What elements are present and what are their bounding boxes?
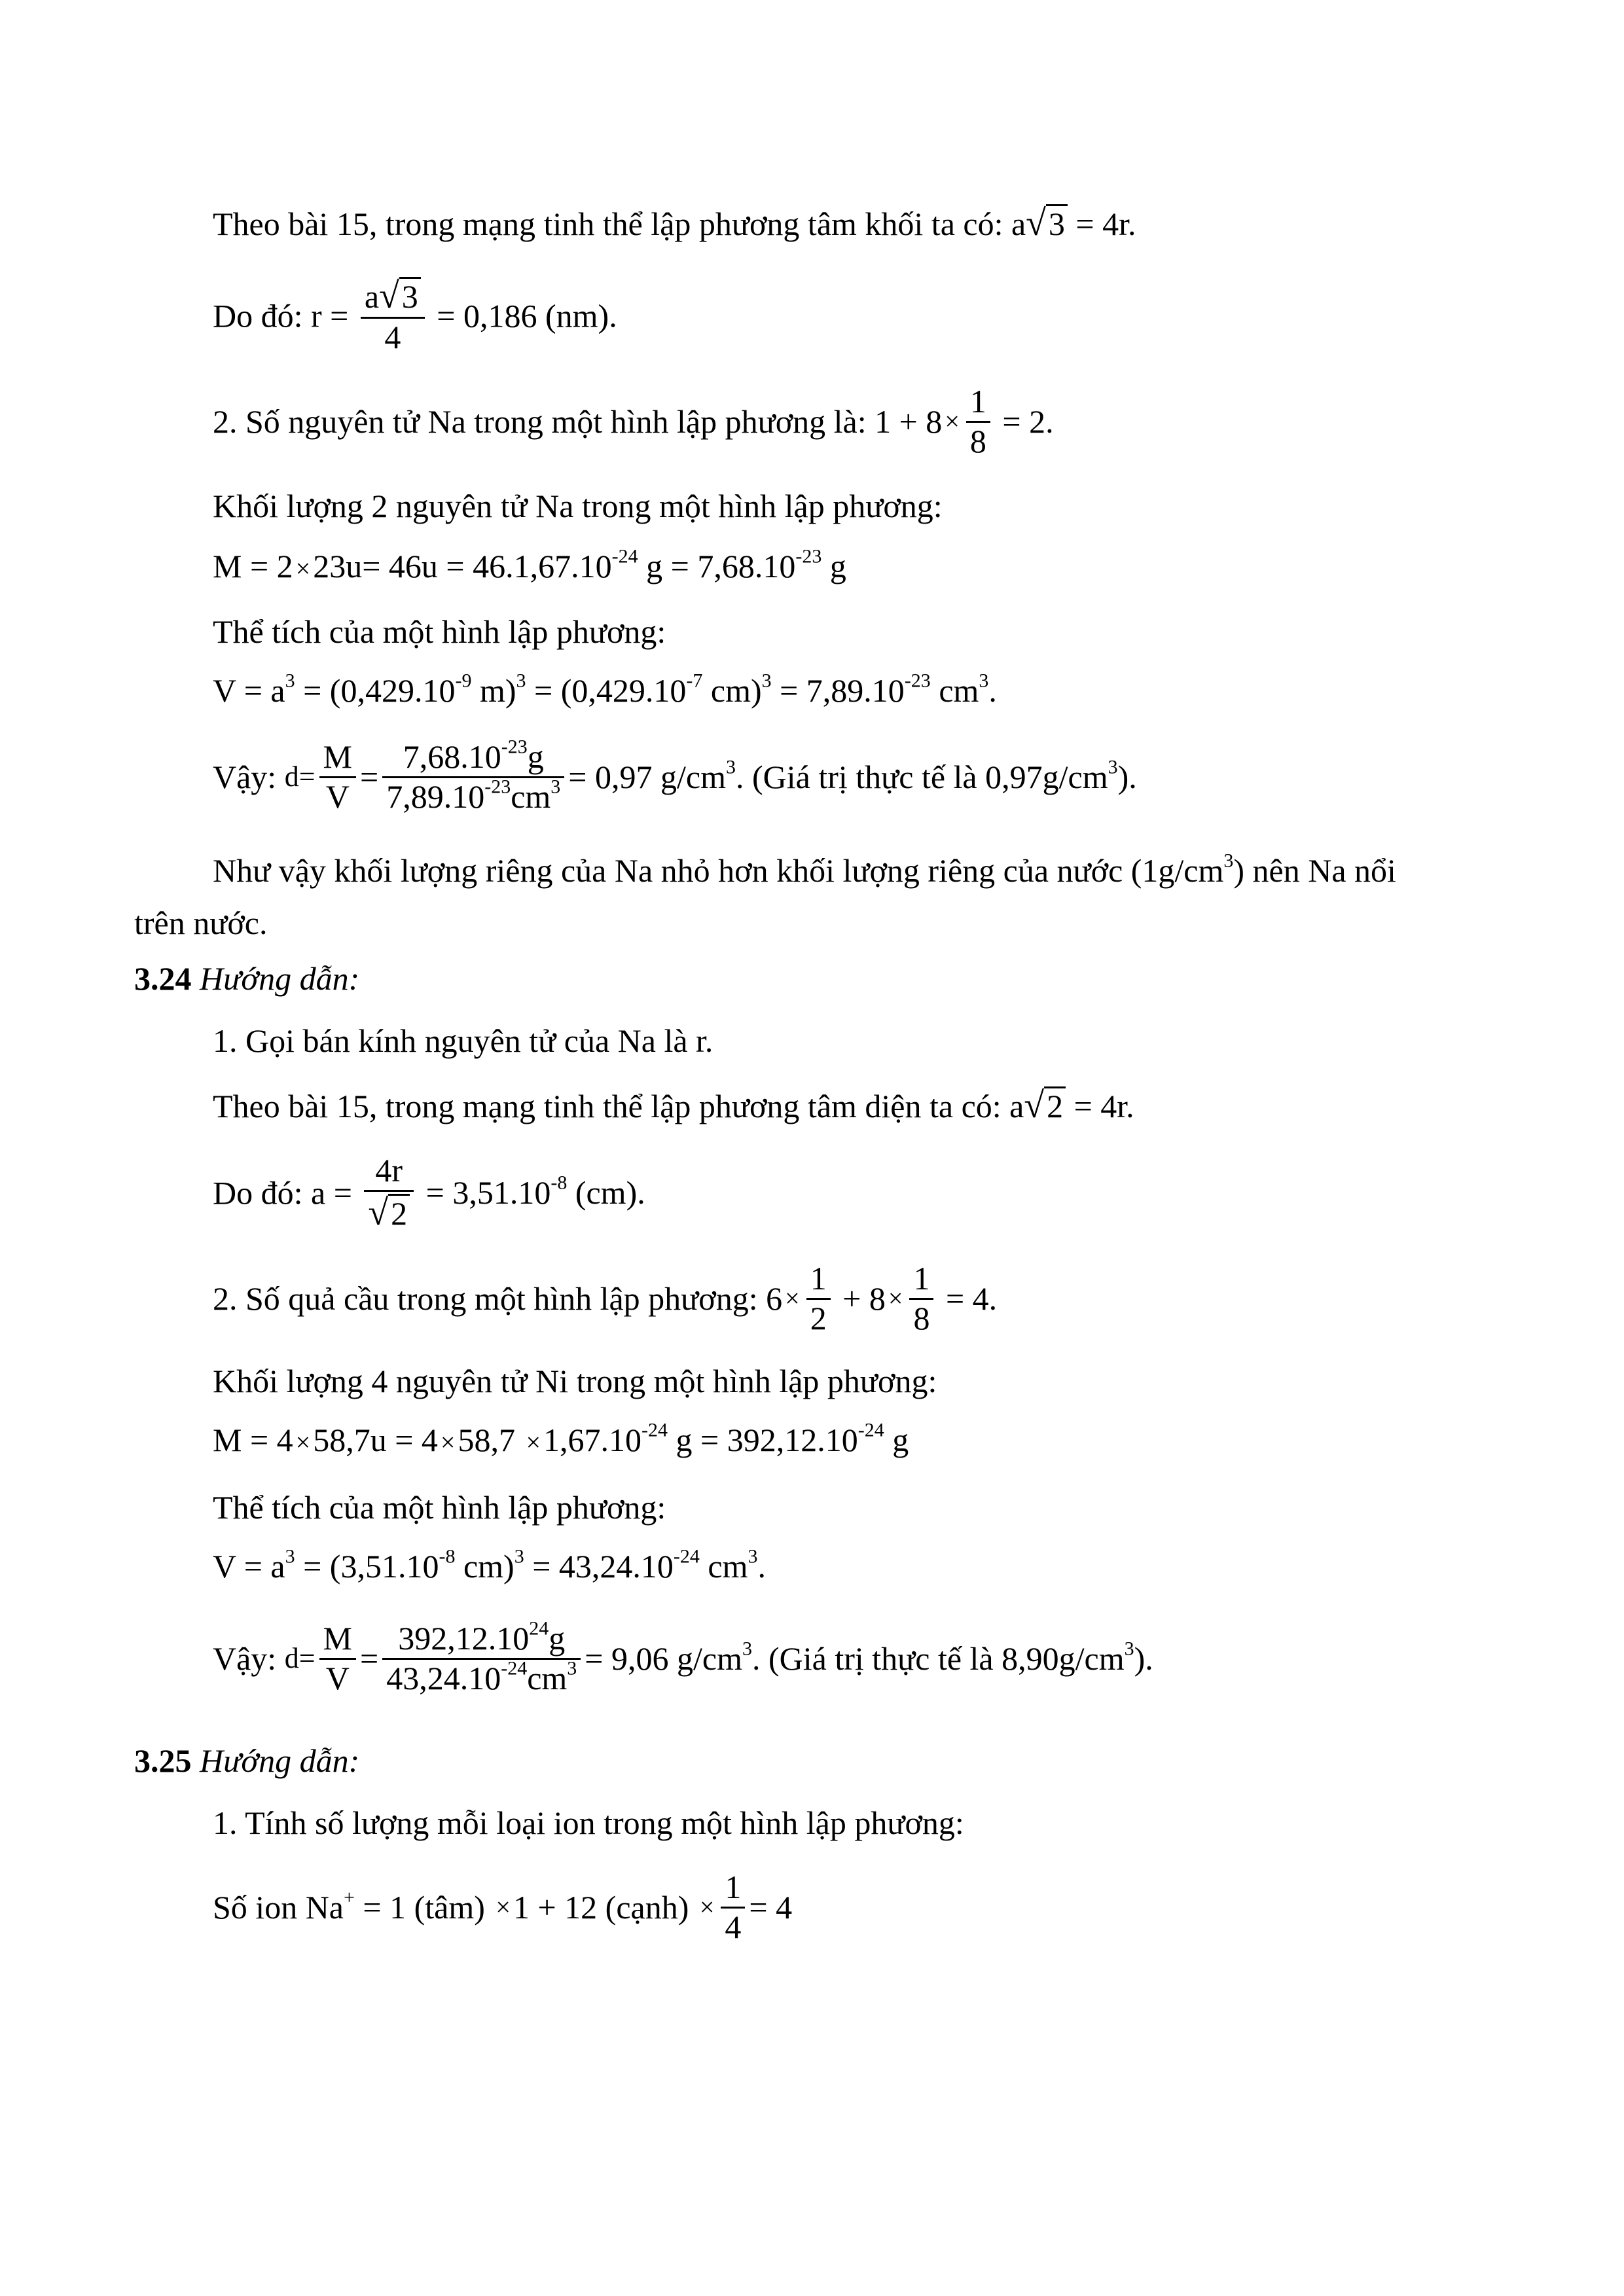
radicand: 2	[388, 1194, 410, 1230]
denominator: V	[325, 1659, 350, 1696]
radical-sign: √	[1026, 203, 1046, 243]
text: = 4r.	[1067, 206, 1136, 242]
radical-sign: √	[1024, 1085, 1045, 1126]
exponent: 3	[1223, 850, 1234, 872]
exponent: 3	[516, 670, 526, 692]
text-line: 1. Tính số lượng mỗi loại ion trong một hình lập phương:	[213, 1804, 964, 1841]
text: 2. Số quả cầu trong một hình lập phương: 6	[213, 1280, 783, 1317]
numerator: M	[319, 1620, 356, 1660]
formula-line	[213, 1152, 645, 1234]
exponent: -24	[641, 1419, 668, 1441]
denominator	[364, 1192, 414, 1234]
exponent: 3	[567, 1657, 577, 1679]
text-line: Khối lượng 4 nguyên tử Ni trong một hình lập phương:	[213, 1363, 937, 1399]
exponent: 3	[742, 1638, 752, 1660]
denominator: V	[325, 778, 350, 815]
text: ).	[1134, 1640, 1153, 1677]
text: g	[821, 548, 846, 584]
exponent: -9	[455, 670, 472, 692]
numerator	[382, 1617, 581, 1660]
exponent: -24	[501, 1657, 528, 1679]
formula-line	[213, 670, 997, 709]
radicand: 3	[1046, 204, 1068, 240]
exponent: 3	[725, 756, 736, 778]
exponent: 3	[285, 670, 295, 692]
text-line: 1. Gọi bán kính nguyên tử của Na là r.	[213, 1022, 713, 1059]
exponent: 3	[514, 1545, 524, 1568]
fraction	[382, 1617, 581, 1697]
times-sign: ×	[295, 554, 311, 583]
text: = 4	[749, 1889, 793, 1926]
section-heading	[134, 962, 359, 995]
exponent: 3	[1108, 756, 1118, 778]
denominator: 4	[725, 1908, 742, 1945]
text-line	[213, 850, 1396, 889]
text: = 0,186 (nm).	[428, 297, 617, 334]
fraction	[364, 1152, 414, 1234]
exponent: 3	[1124, 1638, 1134, 1660]
formula-line	[213, 738, 1137, 816]
text: a	[364, 278, 380, 315]
denominator	[382, 778, 564, 816]
numerator: 1	[806, 1260, 831, 1300]
formula-line	[213, 545, 846, 584]
numerator: 1	[909, 1260, 933, 1300]
text: = 4r.	[1066, 1088, 1134, 1124]
text: . (Giá trị thực tế là 8,90g/cm	[751, 1640, 1125, 1677]
exponent: -23	[484, 776, 511, 797]
equals-sign: =	[298, 1642, 316, 1674]
exponent: -24	[611, 545, 638, 567]
text: = 43,24.10	[524, 1548, 674, 1585]
numerator: 4r	[364, 1152, 414, 1192]
exponent: 3	[979, 670, 989, 692]
equals-sign: =	[298, 761, 316, 793]
formula-line	[213, 1419, 909, 1458]
text: V = a	[213, 1548, 285, 1585]
fraction	[721, 1869, 745, 1946]
text: Do đó: r =	[213, 297, 357, 334]
variable: d	[284, 761, 299, 793]
times-sign: ×	[785, 1283, 800, 1313]
formula-line	[213, 1869, 792, 1946]
text: = (3,51.10	[295, 1548, 439, 1585]
formula-line	[213, 1617, 1153, 1697]
section-title: Hướng dẫn:	[200, 960, 360, 997]
text: = 2.	[994, 403, 1054, 440]
text: ) nên Na nổi	[1233, 852, 1396, 889]
exponent: 3	[748, 1545, 758, 1568]
text-line	[213, 1086, 1134, 1124]
fraction	[361, 275, 425, 357]
numerator: 1	[721, 1869, 745, 1909]
text: = 9,06 g/cm	[585, 1640, 742, 1677]
text: .	[988, 672, 997, 709]
text: = 7,89.10	[771, 672, 905, 709]
formula-line	[213, 383, 1054, 460]
text: .	[757, 1548, 766, 1585]
text: m)	[471, 672, 516, 709]
exponent: -7	[686, 670, 703, 692]
text: 58,7u = 4	[313, 1422, 438, 1458]
exponent: 3	[285, 1545, 295, 1568]
fraction	[966, 383, 990, 460]
section-heading	[134, 1744, 359, 1777]
text: ).	[1117, 759, 1137, 795]
text: Vậy:	[213, 759, 285, 795]
times-sign: ×	[496, 1892, 511, 1922]
text: = (0,429.10	[526, 672, 687, 709]
section-title: Hướng dẫn:	[200, 1742, 360, 1779]
text-line	[213, 204, 1136, 242]
times-sign: ×	[440, 1427, 456, 1457]
text: 58,7	[458, 1422, 524, 1458]
text: M = 4	[213, 1422, 293, 1458]
section-number: 3.24	[134, 960, 192, 997]
text: 392,12.10	[398, 1620, 530, 1657]
exponent: -23	[904, 670, 931, 692]
text: = 4.	[937, 1280, 998, 1317]
text: 1,67.10	[543, 1422, 642, 1458]
text: 7,68.10	[403, 738, 501, 775]
numerator: M	[319, 738, 356, 778]
text: Vậy:	[213, 1640, 285, 1677]
numerator	[382, 738, 564, 778]
denominator	[382, 1657, 581, 1698]
times-sign: ×	[526, 1427, 541, 1457]
text: 7,89.10	[386, 778, 485, 815]
numerator	[361, 275, 425, 319]
text: g	[884, 1422, 909, 1458]
times-sign: ×	[888, 1283, 903, 1313]
text: cm)	[455, 1548, 514, 1585]
radicand: 3	[399, 277, 421, 313]
text: = 1 (tâm)	[354, 1889, 494, 1926]
exponent: -24	[673, 1545, 700, 1568]
result	[418, 1174, 645, 1211]
text: . (Giá trị thực tế là 0,97g/cm	[735, 759, 1108, 795]
radical-sign: √	[379, 276, 399, 316]
denominator: 8	[913, 1299, 930, 1336]
text: 1 + 12 (cạnh)	[513, 1889, 697, 1926]
formula-line	[213, 1545, 766, 1585]
text: 23u= 46u = 46.1,67.10	[313, 548, 612, 584]
text: g = 392,12.10	[668, 1422, 858, 1458]
text: cm	[511, 778, 551, 815]
text: 43,24.10	[386, 1659, 501, 1696]
fraction	[319, 1620, 356, 1697]
text: + 8	[834, 1280, 886, 1317]
text: V = a	[213, 672, 285, 709]
exponent: -24	[857, 1419, 884, 1441]
radicand: 2	[1044, 1086, 1066, 1122]
text: (cm).	[567, 1174, 645, 1211]
radical-sign: √	[368, 1192, 389, 1233]
text-line: Khối lượng 2 nguyên tử Na trong một hình lập phương:	[213, 488, 943, 524]
exponent: 24	[529, 1617, 549, 1640]
variable: d	[284, 1642, 299, 1674]
exponent: -8	[439, 1545, 456, 1568]
exponent: -23	[501, 736, 528, 758]
exponent: 3	[761, 670, 772, 692]
fraction	[806, 1260, 831, 1337]
text-group	[213, 1886, 494, 1926]
exponent: -23	[795, 545, 822, 567]
text: g	[527, 738, 544, 775]
result	[585, 1640, 1153, 1677]
text: M = 2	[213, 548, 293, 584]
denominator: 2	[810, 1299, 827, 1336]
result	[568, 756, 1137, 795]
text: 2. Số nguyên tử Na trong một hình lập phương là: 1 + 8	[213, 403, 943, 440]
equals-sign: =	[360, 1640, 379, 1677]
fraction	[382, 738, 564, 816]
text: = 0,97 g/cm	[568, 759, 726, 795]
text-line: Thể tích của một hình lập phương:	[213, 613, 666, 650]
exponent: 3	[550, 776, 561, 797]
times-sign: ×	[699, 1892, 715, 1922]
denominator: 4	[384, 319, 401, 356]
fraction	[319, 738, 356, 816]
text: cm	[527, 1659, 568, 1696]
denominator: 8	[969, 422, 986, 459]
text: Theo bài 15, trong mạng tinh thể lập phương tâm diện ta có: a	[213, 1088, 1024, 1124]
text: cm	[699, 1548, 748, 1585]
text: g	[549, 1620, 566, 1657]
section-number: 3.25	[134, 1742, 192, 1779]
text: Do đó: a =	[213, 1174, 361, 1211]
exponent: -8	[550, 1172, 568, 1194]
fraction	[909, 1260, 933, 1337]
formula-line	[213, 1260, 997, 1337]
text: cm	[930, 672, 979, 709]
formula-line	[213, 275, 617, 357]
text: = 3,51.10	[418, 1174, 551, 1211]
numerator: 1	[966, 383, 990, 423]
text: = (0,429.10	[295, 672, 456, 709]
exponent: +	[344, 1886, 355, 1909]
text: cm)	[702, 672, 762, 709]
times-sign: ×	[295, 1427, 311, 1457]
text-line: Thể tích của một hình lập phương:	[213, 1489, 666, 1526]
text: Số ion Na	[213, 1889, 344, 1926]
text: g = 7,68.10	[638, 548, 796, 584]
times-sign: ×	[945, 406, 960, 436]
text: Theo bài 15, trong mạng tinh thể lập phương tâm khối ta có: a	[213, 206, 1026, 242]
text: Như vậy khối lượng riêng của Na nhỏ hơn khối lượng riêng của nước (1g/cm	[213, 852, 1224, 889]
text-line: trên nước.	[134, 905, 268, 941]
equals-sign: =	[360, 759, 379, 795]
